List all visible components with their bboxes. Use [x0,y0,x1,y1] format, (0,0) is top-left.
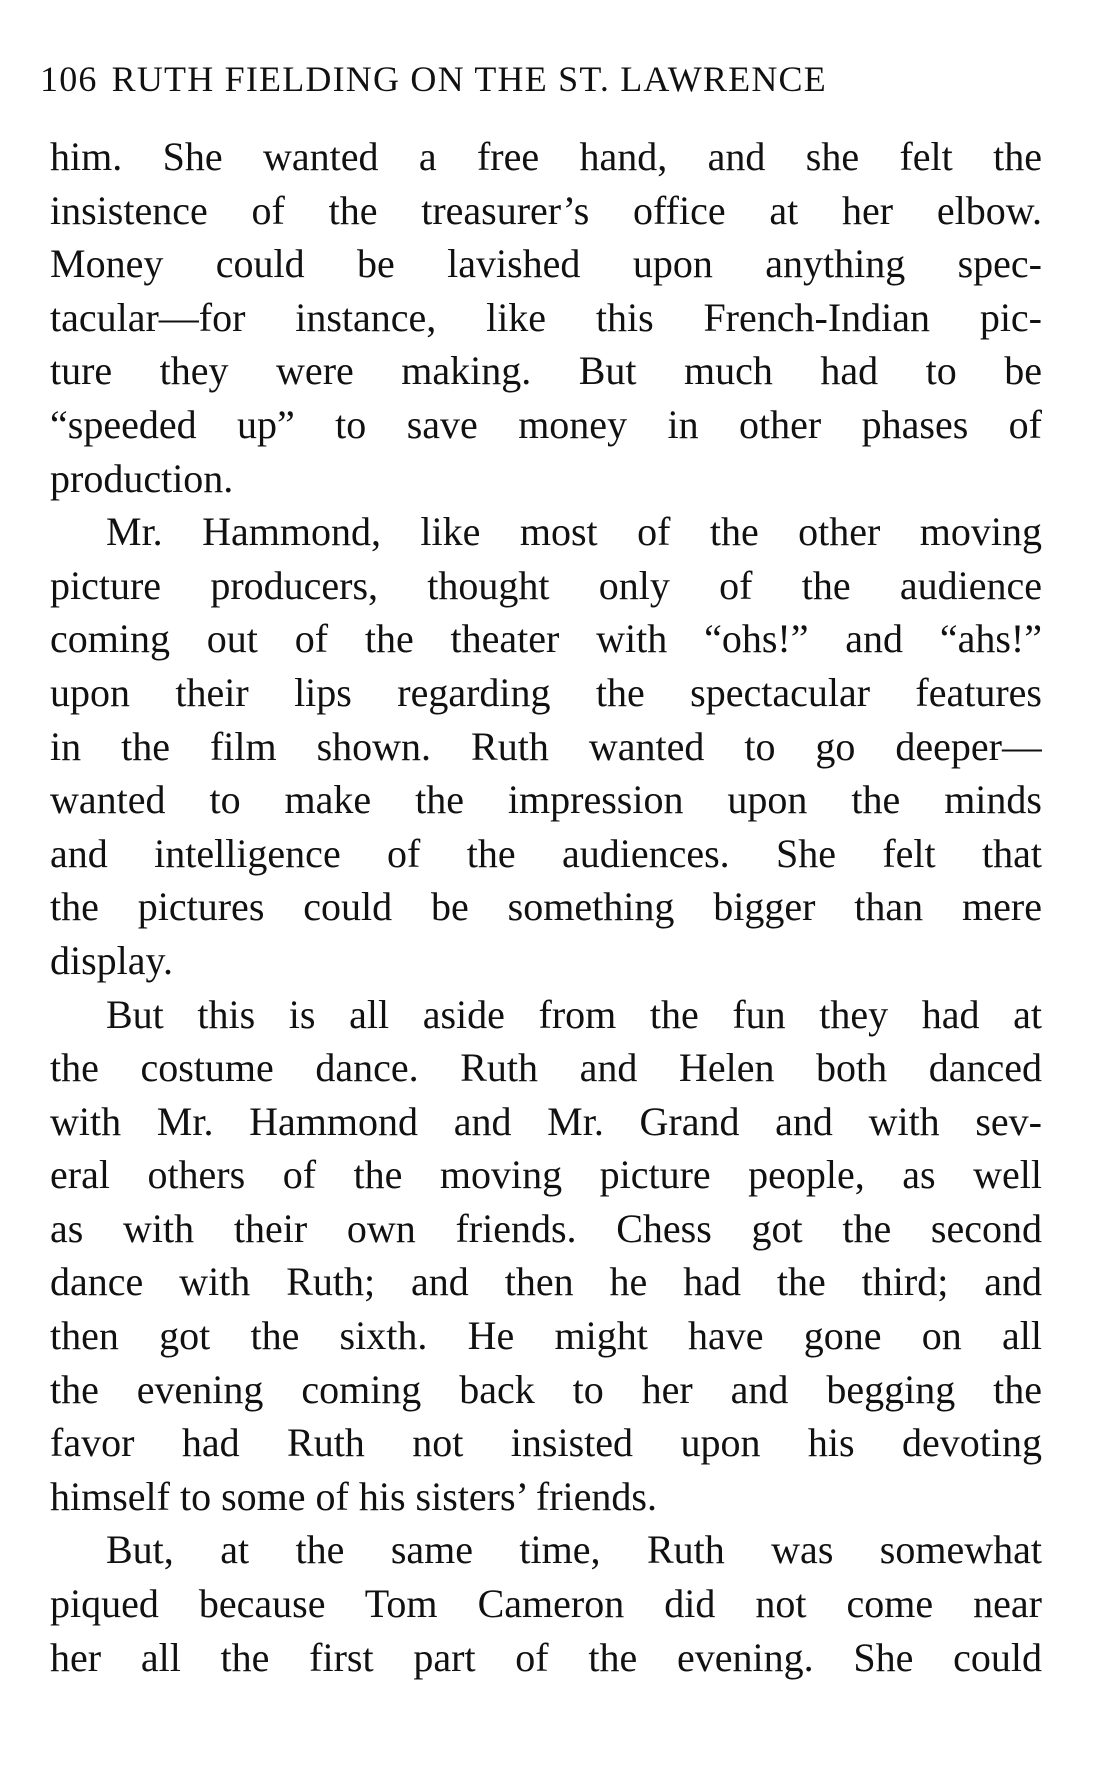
text-line: coming out of the theater with “ohs!” and “ahs!” [50,616,1042,662]
text-line: favor had Ruth not insisted upon his devoting [50,1420,1042,1466]
running-head [40,58,827,100]
text-line: tacular—for instance, like this French-Indian pic- [50,294,1042,340]
text-line: picture producers, thought only of the audience [50,562,1042,608]
body-text [50,130,1042,1684]
text-line: display. [50,937,173,983]
text-line: in the film shown. Ruth wanted to go deeper— [50,723,1042,769]
running-title: RUTH FIELDING ON THE ST. LAWRENCE [111,59,827,99]
text-line: But, at the same time, Ruth was somewhat [106,1527,1042,1573]
text-line: upon their lips regarding the spectacular features [50,669,1042,715]
text-line: production. [50,455,234,501]
text-line: the costume dance. Ruth and Helen both danced [50,1045,1042,1091]
text-line: insistence of the treasurer’s office at her elbow. [50,187,1042,233]
text-line: ture they were making. But much had to be [50,348,1042,394]
text-line: dance with Ruth; and then he had the third; and [50,1259,1042,1305]
text-line: her all the first part of the evening. She could [50,1634,1042,1680]
text-line: him. She wanted a free hand, and she felt the [50,134,1042,179]
text-line: the evening coming back to her and begging the [50,1366,1042,1412]
page-number: 106 [40,59,98,99]
text-line: Money could be lavished upon anything spec- [50,241,1042,287]
text-line: with Mr. Hammond and Mr. Grand and with sev- [50,1098,1042,1144]
text-line: as with their own friends. Chess got the second [50,1205,1042,1251]
text-line: then got the sixth. He might have gone on all [50,1313,1042,1359]
text-line: eral others of the moving picture people, as well [50,1152,1042,1198]
text-line: Mr. Hammond, like most of the other moving [106,509,1042,555]
text-line: the pictures could be something bigger than mere [50,884,1042,930]
text-line: “speeded up” to save money in other phases of [50,401,1042,447]
text-line: But this is all aside from the fun they had at [106,991,1042,1037]
text-line: piqued because Tom Cameron did not come near [50,1581,1042,1627]
text-line: himself to some of his sisters’ friends. [50,1473,657,1519]
text-line: wanted to make the impression upon the minds [50,777,1042,823]
text-line: and intelligence of the audiences. She felt that [50,830,1042,876]
